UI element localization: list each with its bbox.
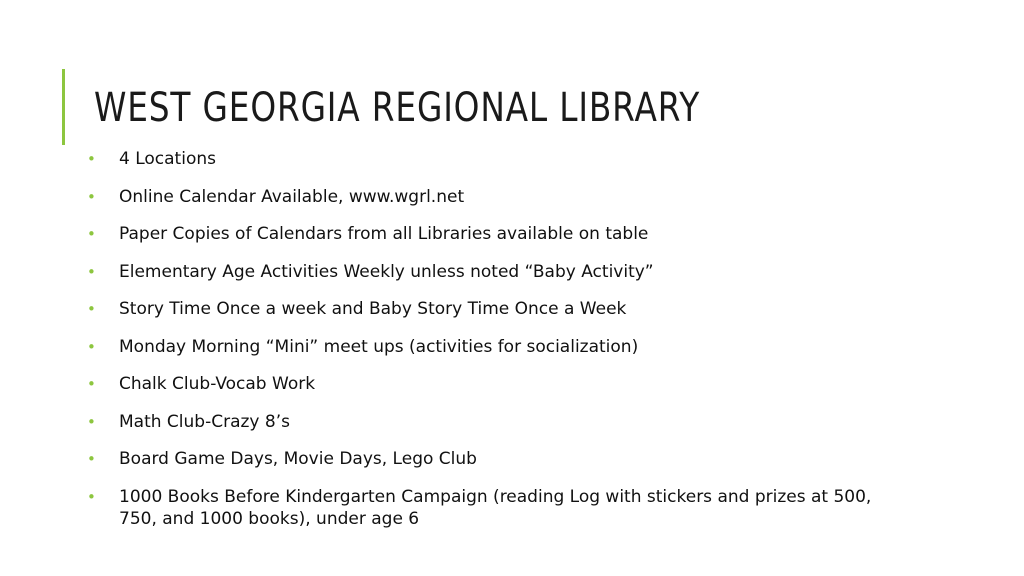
bullet-text: Board Game Days, Movie Days, Lego Club bbox=[119, 449, 477, 469]
bullet-text: 4 Locations bbox=[119, 149, 216, 169]
bullet-dot-icon: • bbox=[87, 150, 96, 168]
bullet-text: Math Club-Crazy 8’s bbox=[119, 411, 290, 432]
bullet-dot-icon: • bbox=[87, 487, 96, 506]
bullet-text: Story Time Once a week and Baby Story Time Once a Week bbox=[119, 299, 627, 319]
bullet-text: Monday Morning “Mini” meet ups (activities for socialization) bbox=[119, 336, 639, 357]
bullet-item bbox=[86, 148, 906, 170]
bullet-item bbox=[86, 448, 906, 470]
bullet-dot-icon: • bbox=[87, 225, 96, 243]
bullet-dot-icon: • bbox=[87, 337, 96, 356]
bullet-item bbox=[86, 223, 906, 245]
bullet-item bbox=[86, 298, 906, 320]
bullet-list bbox=[86, 148, 906, 545]
bullet-item bbox=[86, 261, 906, 283]
bullet-dot-icon: • bbox=[87, 300, 96, 318]
bullet-text: Chalk Club-Vocab Work bbox=[119, 374, 316, 394]
title-accent-bar bbox=[62, 69, 65, 145]
bullet-text: Paper Copies of Calendars from all Libraries available on table bbox=[119, 224, 649, 244]
bullet-dot-icon: • bbox=[87, 262, 96, 281]
bullet-text: Online Calendar Available, www.wgrl.net bbox=[119, 186, 465, 207]
bullet-dot-icon: • bbox=[87, 412, 96, 431]
bullet-item bbox=[86, 411, 906, 433]
bullet-dot-icon: • bbox=[87, 187, 96, 206]
bullet-text: 1000 Books Before Kindergarten Campaign (reading Log with stickers and prizes at 500, 750, and 1000 books), under age 6 bbox=[119, 486, 872, 529]
bullet-item bbox=[86, 486, 906, 530]
bullet-item bbox=[86, 186, 906, 208]
slide-title: WEST GEORGIA REGIONAL LIBRARY bbox=[94, 85, 701, 131]
bullet-item bbox=[86, 373, 906, 395]
bullet-text: Elementary Age Activities Weekly unless noted “Baby Activity” bbox=[119, 261, 654, 282]
bullet-dot-icon: • bbox=[87, 375, 96, 393]
bullet-dot-icon: • bbox=[87, 450, 96, 468]
bullet-item bbox=[86, 336, 906, 358]
